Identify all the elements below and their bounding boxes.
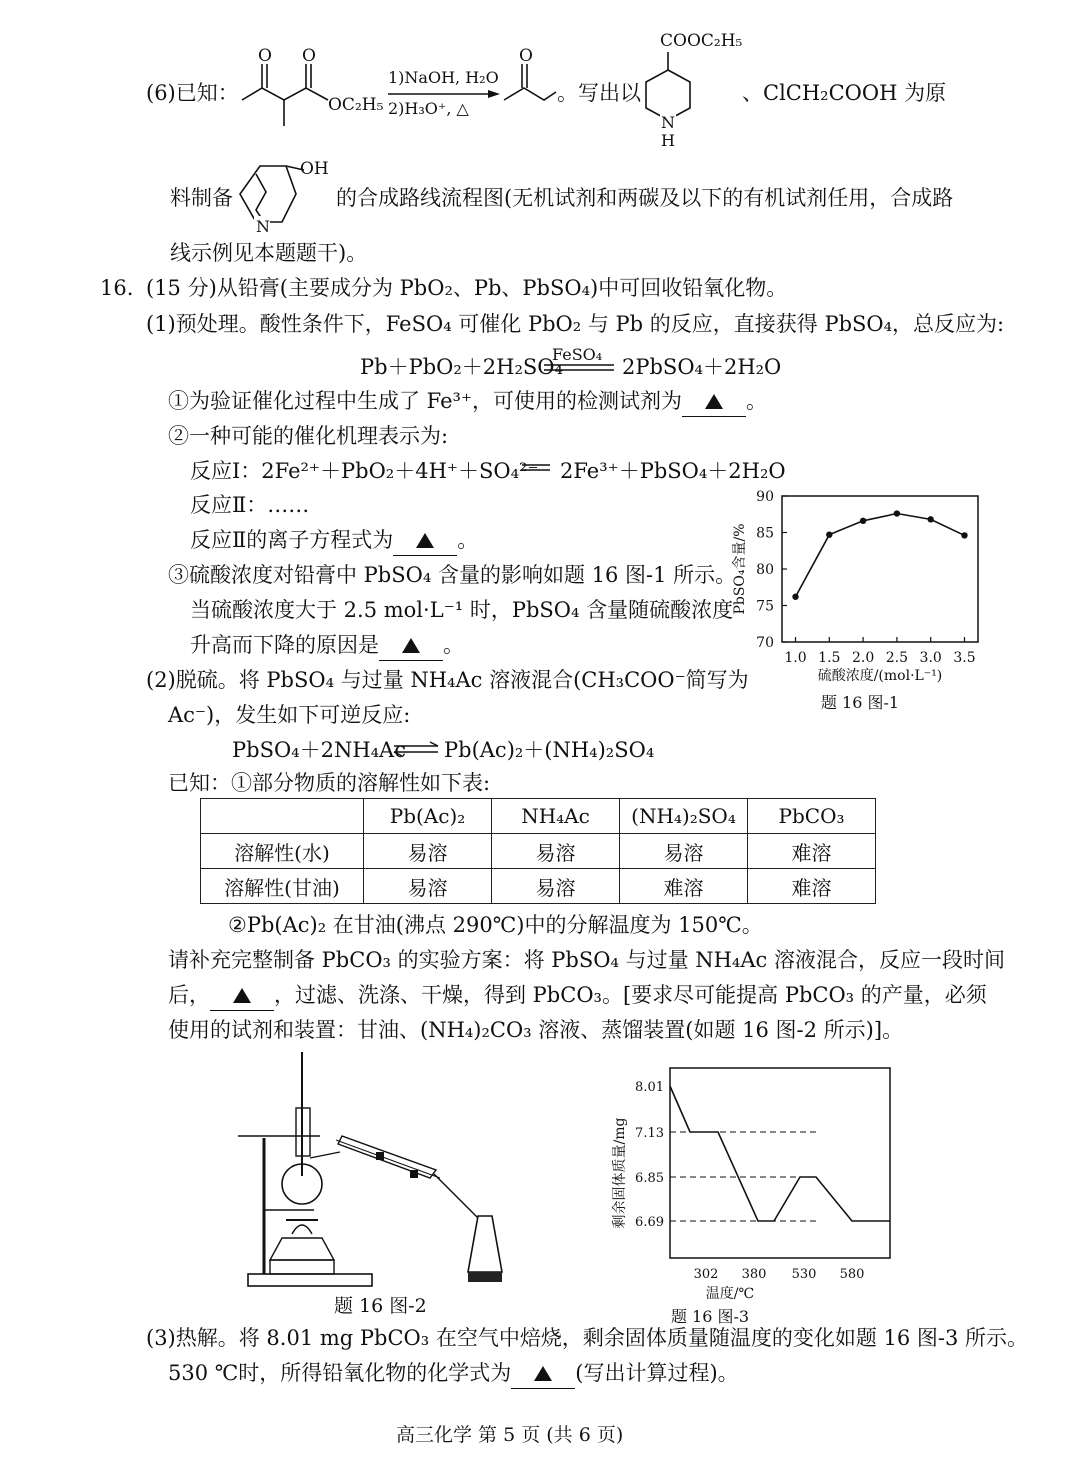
table-header: NH₄Ac [492,799,620,834]
table-cell: 易溶 [620,834,748,869]
known-1: 已知：①部分物质的溶解性如下表: [168,771,491,795]
q16-p2a: (2)脱硫。将 PbSO₄ 与过量 NH₄Ac 溶液混合(CH₃COO⁻简写为 [146,668,749,692]
table-header: Pb(Ac)₂ [364,799,492,834]
table-cell: 易溶 [364,869,492,904]
stand-base [248,1274,372,1286]
answer-blank-5[interactable] [511,1358,575,1389]
reaction-1: 反应Ⅰ：2Fe²⁺＋PbO₂＋4H⁺＋SO₄²⁻ [190,459,539,483]
table-header-row [201,799,876,834]
coo-label: COOC₂H₅ [660,31,743,51]
reaction-2-ask: 反应Ⅱ的离子方程式为 。 [190,525,478,556]
triangle-icon [534,1366,552,1381]
oxygen-label-1: O [258,46,272,66]
table-cell: 难溶 [748,834,876,869]
answer-blank-4[interactable] [210,980,274,1011]
q15-6-line2-pre: 料制备 [170,186,233,210]
y-tick-label: 8.01 [635,1080,664,1095]
q16-p2b: Ac⁻)，发生如下可逆反应: [168,703,411,727]
svg-text:N: N [256,217,270,236]
data-point [894,510,900,516]
y-tick-label: 90 [756,489,774,505]
svg-text:N: N [661,113,675,132]
q16-number: 16. [100,276,134,300]
reagents-bottom: 2)H₃O⁺, △ [388,99,469,118]
page-footer: 高三化学 第 5 页 (共 6 页) [396,1424,624,1446]
ester-label: OC₂H₅ [328,95,384,115]
known-2: ②Pb(Ac)₂ 在甘油(沸点 290℃)中的分解温度为 150℃。 [228,913,763,937]
table-cell: 难溶 [620,869,748,904]
equal-sign [522,464,552,472]
chart-caption: 题 16 图-3 [670,1307,750,1326]
equation-2-left: PbSO₄＋2NH₄Ac [232,738,406,762]
x-tick-label: 2.0 [851,650,875,666]
table-cell: 易溶 [492,834,620,869]
chart-figure-16-1 [730,488,990,713]
y-axis-label: PbSO₄含量/% [732,523,748,615]
series-line [796,514,965,597]
q15-6-line2-post: 的合成路线流程图(无机试剂和两碳及以下的有机试剂任用，合成路 [336,186,954,210]
plan-line-1: 请补充完整制备 PbCO₃ 的实验方案：将 PbSO₄ 与过量 NH₄Ac 溶液混合，反应一段时间 [168,948,1005,972]
structure-piperidine-ester [640,30,743,155]
y-tick-label: 85 [756,525,774,542]
table-cell: 溶解性(水) [201,834,364,869]
distillation-apparatus [230,1048,530,1293]
adapter [434,1174,478,1218]
answer-blank-3[interactable] [379,630,443,661]
data-point [860,518,866,524]
q15-6-line3: 线示例见本题题干)。 [170,241,368,265]
q15-6-reagent2: 、ClCH₂COOH 为原 [742,81,947,105]
equation-1-right: 2PbSO₄＋2H₂O [622,355,782,379]
data-point [792,594,798,600]
table-cell: 易溶 [492,869,620,904]
q16-p3b: 530 ℃时，所得铅氧化物的化学式为 (写出计算过程)。 [168,1358,739,1389]
table-cell: 难溶 [748,869,876,904]
q16-p3a: (3)热解。将 8.01 mg PbCO₃ 在空气中焙烧，剩余固体质量随温度的变化如题 16 图-3 所示。 [146,1326,1029,1350]
structure-quinuclidinol [234,158,334,238]
x-tick-label: 3.5 [953,650,976,666]
receiving-flask [468,1216,502,1272]
triangle-icon [416,533,434,548]
data-point [927,516,933,522]
plot-frame [670,1068,890,1258]
y-tick-label: 70 [756,635,774,651]
structure-butanone [500,46,560,112]
oh-label: OH [300,159,329,179]
q15-6-mid: 。写出以 [557,81,641,105]
reaction-2: 反应Ⅱ：…… [190,493,310,517]
q16-intro: (15 分)从铅膏(主要成分为 PbO₂、Pb、PbSO₄)中可回收铅氧化物。 [146,276,788,300]
chart-figure-16-3 [600,1064,910,1326]
table-header: PbCO₃ [748,799,876,834]
y-axis-label: 剩余固体质量/mg [612,1117,628,1229]
q16-s3: ③硫酸浓度对铅膏中 PbSO₄ 含量的影响如题 16 图-1 所示。 [168,563,737,587]
x-tick-label: 302 [693,1267,719,1282]
x-tick-label: 3.0 [919,650,942,666]
series-line [670,1086,890,1221]
figure-16-2-caption: 题 16 图-2 [334,1295,427,1317]
table-row [201,834,876,869]
plan-line-2: 后， ，过滤、洗涤、干燥，得到 PbCO₃。[要求尽可能提高 PbCO₃ 的产量，必须 [168,980,987,1011]
chart-caption: 题 16 图-1 [820,693,900,712]
q16-s2: ②一种可能的催化机理表示为: [168,424,449,448]
y-tick-label: 6.69 [635,1215,664,1230]
reaction-1-right: 2Fe³⁺＋PbSO₄＋2H₂O [560,459,786,483]
equation-1-left: Pb＋PbO₂＋2H₂SO₄ [360,355,563,379]
answer-blank-1[interactable] [682,386,746,417]
table-cell [201,799,364,834]
equation-2-right: Pb(Ac)₂＋(NH₄)₂SO₄ [444,738,655,762]
structure-ketoester [232,48,392,138]
data-point [826,531,832,537]
x-tick-label: 1.5 [818,650,841,666]
x-tick-label: 380 [741,1267,767,1282]
x-axis-label: 硫酸浓度/(mol·L⁻¹) [817,668,943,684]
q16-s1: ①为验证催化过程中生成了 Fe³⁺，可使用的检测试剂为 。 [168,386,767,417]
table-cell: 溶解性(甘油) [201,869,364,904]
triangle-icon [233,988,251,1003]
q16-s3b: 当硫酸浓度大于 2.5 mol·L⁻¹ 时，PbSO₄ 含量随硫酸浓度 [190,598,734,622]
y-tick-label: 75 [756,598,774,615]
q16-s3c: 升高而下降的原因是 。 [190,630,464,661]
plan-line-3: 使用的试剂和装置：甘油、(NH₄)₂CO₃ 溶液、蒸馏装置(如题 16 图-2 所示)]。 [168,1018,904,1042]
solubility-table [200,798,876,904]
x-tick-label: 530 [791,1267,817,1282]
triangle-icon [705,394,723,409]
burner [270,1238,334,1260]
reagents-top: 1)NaOH, H₂O [388,68,499,87]
triangle-icon [402,638,420,653]
q15-6-lead: (6)已知： [146,81,239,105]
condenser [338,1136,436,1178]
svg-text:O: O [519,46,533,66]
data-point [961,532,967,538]
y-tick-label: 80 [756,562,774,578]
equation-1-catalyst: FeSO₄ [552,345,603,364]
reversible-arrow [392,742,442,756]
x-tick-label: 2.5 [885,650,909,666]
answer-blank-2[interactable] [393,525,457,556]
x-tick-label: 1.0 [784,650,807,666]
table-row [201,869,876,904]
y-tick-label: 7.13 [635,1126,664,1141]
x-tick-label: 580 [839,1267,865,1282]
oxygen-label-2: O [302,46,316,66]
equal-sign-long [544,364,616,372]
svg-text:H: H [661,131,675,150]
table-header: (NH₄)₂SO₄ [620,799,748,834]
q16-p1: (1)预处理。酸性条件下，FeSO₄ 可催化 PbO₂ 与 Pb 的反应，直接获得 PbSO₄，总反应为: [146,312,1005,336]
y-tick-label: 6.85 [635,1171,664,1186]
table-cell: 易溶 [364,834,492,869]
x-axis-label: 温度/℃ [705,1286,755,1302]
